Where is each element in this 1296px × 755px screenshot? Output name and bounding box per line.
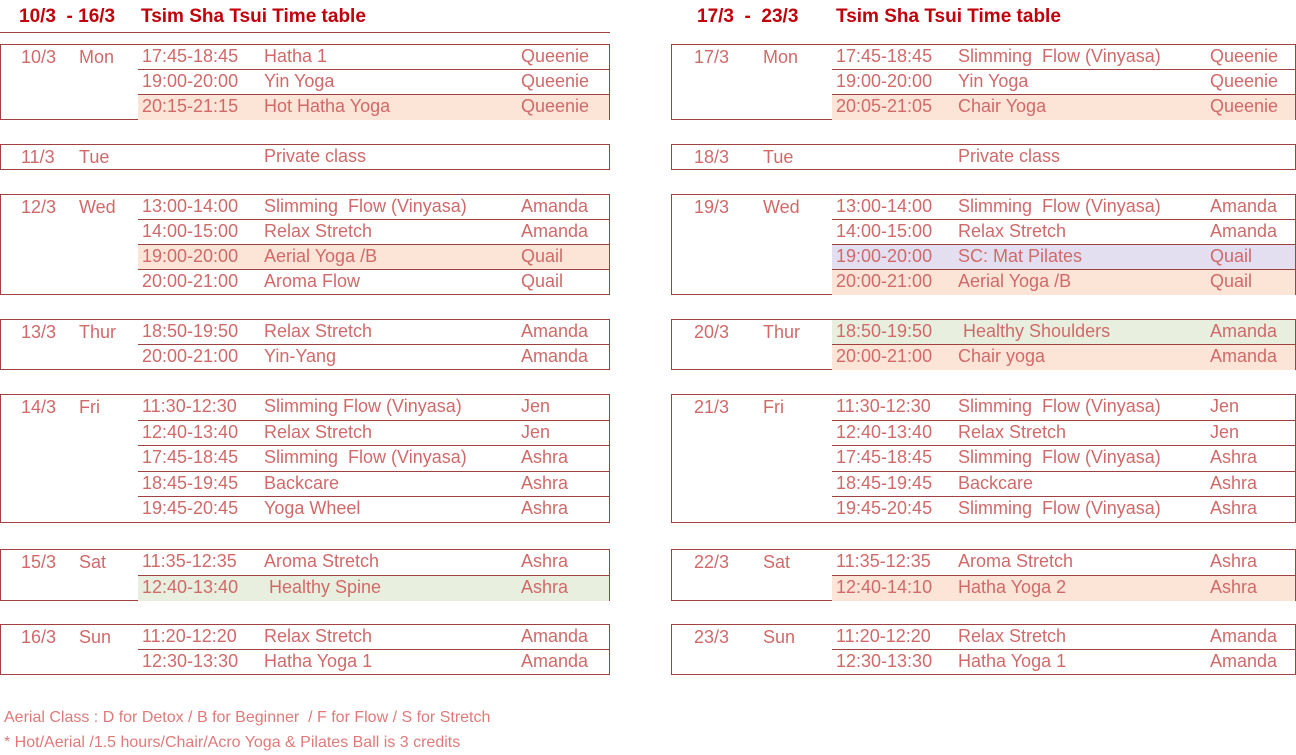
- class-time: 11:20-12:20: [836, 626, 931, 646]
- class-time: 17:45-18:45: [836, 447, 933, 468]
- class-row: [832, 446, 1295, 472]
- class-time: 14:00-15:00: [142, 221, 239, 241]
- class-instructor: Ashra: [1210, 447, 1258, 468]
- class-row: [138, 446, 609, 472]
- class-instructor: Queenie: [521, 46, 590, 66]
- day-date: 21/3: [694, 397, 730, 417]
- class-row: [138, 95, 609, 120]
- day-date: 23/3: [694, 627, 730, 647]
- class-time: 19:00-20:00: [836, 71, 933, 91]
- class-row: [138, 395, 609, 421]
- day-date: 19/3: [694, 197, 730, 217]
- class-time: 19:45-20:45: [836, 498, 933, 519]
- class-instructor: Amanda: [1210, 321, 1278, 341]
- class-name: Slimming Flow (Vinyasa): [958, 46, 1161, 66]
- class-instructor: Ashra: [1210, 472, 1258, 493]
- day-date: 18/3: [694, 147, 730, 167]
- class-instructor: Queenie: [1210, 96, 1279, 116]
- class-row: [832, 95, 1295, 120]
- class-instructor: Amanda: [521, 221, 589, 241]
- class-time: 20:05-21:05: [836, 96, 933, 116]
- class-time: 12:40-13:40: [836, 421, 933, 442]
- day-block-tue: [0, 144, 610, 170]
- class-time: 12:40-14:10: [836, 576, 933, 597]
- class-instructor: Amanda: [1210, 221, 1278, 241]
- class-time: 11:35-12:35: [836, 551, 931, 571]
- class-row: [832, 45, 1295, 70]
- notes: [4, 705, 490, 755]
- class-name: Private class: [264, 146, 367, 166]
- class-instructor: Ashra: [521, 472, 569, 493]
- class-instructor: Amanda: [1210, 651, 1278, 671]
- class-name: Yin-Yang: [264, 346, 337, 366]
- class-row: [832, 550, 1295, 576]
- class-row: [832, 270, 1295, 295]
- class-name: Slimming Flow (Vinyasa): [264, 447, 467, 468]
- day-date: 22/3: [694, 552, 730, 572]
- class-name: Relax Stretch: [264, 421, 373, 442]
- class-instructor: Jen: [1210, 396, 1240, 416]
- class-time: 18:50-19:50: [836, 321, 933, 341]
- class-row: [832, 345, 1295, 370]
- class-time: 19:00-20:00: [142, 71, 239, 91]
- class-instructor: Amanda: [521, 321, 589, 341]
- class-row: [832, 70, 1295, 95]
- class-instructor: Jen: [1210, 421, 1240, 442]
- class-time: 12:30-13:30: [836, 651, 933, 671]
- day-block-wed: [0, 194, 610, 295]
- class-time: 12:30-13:30: [142, 651, 239, 671]
- day-name: Wed: [763, 197, 800, 217]
- class-name: Hatha 1: [264, 46, 328, 66]
- day-name: Sat: [79, 552, 107, 572]
- day-date: 12/3: [21, 197, 57, 217]
- class-name: Aroma Stretch: [264, 551, 380, 571]
- class-instructor: Amanda: [1210, 196, 1278, 216]
- class-row: [832, 245, 1295, 270]
- class-time: 18:50-19:50: [142, 321, 239, 341]
- week-header: [0, 0, 610, 33]
- class-row: [138, 45, 609, 70]
- class-time: 17:45-18:45: [142, 447, 239, 468]
- class-instructor: Queenie: [521, 71, 590, 91]
- class-instructor: Jen: [521, 421, 551, 442]
- class-row: [832, 576, 1295, 602]
- week-date-range: 10/3 - 16/3: [19, 6, 116, 27]
- class-name: Slimming Flow (Vinyasa): [958, 447, 1161, 468]
- class-name: Backcare: [958, 472, 1034, 493]
- class-instructor: Amanda: [521, 651, 589, 671]
- day-date: 15/3: [21, 552, 57, 572]
- class-time: 19:45-20:45: [142, 498, 239, 519]
- class-name: Aroma Stretch: [958, 551, 1074, 571]
- class-row: [832, 625, 1295, 650]
- day-block-sat: [0, 549, 610, 601]
- class-name: Relax Stretch: [958, 626, 1067, 646]
- class-row: [832, 145, 1295, 170]
- class-row: [832, 497, 1295, 523]
- class-instructor: Amanda: [521, 196, 589, 216]
- class-name: Yin Yoga: [958, 71, 1029, 91]
- class-name: Chair Yoga: [958, 96, 1047, 116]
- class-instructor: Amanda: [1210, 626, 1278, 646]
- class-instructor: Ashra: [1210, 551, 1258, 571]
- class-instructor: Queenie: [1210, 71, 1279, 91]
- day-name: Thur: [763, 322, 801, 342]
- aerial-class-note: Aerial Class : D for Detox / B for Beginner / F for Flow / S for Stretch: [4, 709, 491, 726]
- class-name: Chair yoga: [958, 346, 1046, 366]
- day-date: 20/3: [694, 322, 730, 342]
- day-name: Sun: [763, 627, 796, 647]
- class-instructor: Quail: [521, 246, 564, 266]
- class-time: 20:00-21:00: [142, 271, 239, 291]
- timetable-week-1: [0, 0, 610, 671]
- class-name: Healthy Shoulders: [958, 321, 1111, 341]
- day-date: 14/3: [21, 397, 57, 417]
- class-row: [832, 421, 1295, 447]
- day-block-wed: [671, 194, 1296, 295]
- class-row: [138, 550, 609, 576]
- day-block-sun: [671, 624, 1296, 675]
- class-row: [138, 421, 609, 447]
- class-instructor: Jen: [521, 396, 551, 416]
- class-time: 20:00-21:00: [836, 271, 933, 291]
- class-row: [832, 220, 1295, 245]
- class-instructor: Quail: [1210, 271, 1253, 291]
- class-name: Relax Stretch: [264, 221, 373, 241]
- class-name: Healthy Spine: [264, 576, 382, 597]
- class-instructor: Queenie: [1210, 46, 1279, 66]
- class-name: Hatha Yoga 2: [958, 576, 1067, 597]
- day-block-sat: [671, 549, 1296, 601]
- class-row: [138, 320, 609, 345]
- class-instructor: Amanda: [521, 626, 589, 646]
- class-row: [138, 245, 609, 270]
- class-name: Slimming Flow (Vinyasa): [264, 396, 462, 416]
- day-date: 16/3: [21, 627, 57, 647]
- day-name: Fri: [79, 397, 100, 417]
- class-time: 20:15-21:15: [142, 96, 239, 116]
- day-name: Thur: [79, 322, 117, 342]
- class-instructor: Ashra: [1210, 498, 1258, 519]
- class-time: 20:00-21:00: [836, 346, 933, 366]
- class-name: Relax Stretch: [958, 221, 1067, 241]
- class-row: [138, 145, 609, 170]
- class-time: 12:40-13:40: [142, 421, 239, 442]
- class-time: 19:00-20:00: [142, 246, 239, 266]
- day-name: Fri: [763, 397, 784, 417]
- timetable-title: Tsim Sha Tsui Time table: [836, 6, 1061, 27]
- class-name: Yin Yoga: [264, 71, 335, 91]
- credits-note: * Hot/Aerial /1.5 hours/Chair/Acro Yoga & Pilates Ball is 3 credits: [4, 734, 461, 751]
- class-instructor: Amanda: [1210, 346, 1278, 366]
- class-time: 11:30-12:30: [836, 396, 931, 416]
- class-name: Slimming Flow (Vinyasa): [958, 498, 1161, 519]
- day-block-mon: [0, 44, 610, 120]
- day-name: Mon: [763, 47, 799, 67]
- class-row: [138, 472, 609, 498]
- class-instructor: Quail: [1210, 246, 1253, 266]
- class-time: 17:45-18:45: [142, 46, 239, 66]
- day-block-sun: [0, 624, 610, 675]
- class-row: [138, 195, 609, 220]
- class-time: 18:45-19:45: [142, 472, 239, 493]
- class-time: 13:00-14:00: [836, 196, 933, 216]
- day-name: Tue: [763, 147, 794, 167]
- class-time: 11:35-12:35: [142, 551, 237, 571]
- class-time: 18:45-19:45: [836, 472, 933, 493]
- class-row: [832, 650, 1295, 675]
- class-instructor: Ashra: [521, 498, 569, 519]
- day-name: Sat: [763, 552, 791, 572]
- class-row: [138, 497, 609, 523]
- class-row: [138, 650, 609, 675]
- class-name: Yoga Wheel: [264, 498, 361, 519]
- class-row: [138, 576, 609, 602]
- class-name: Hatha Yoga 1: [264, 651, 373, 671]
- class-instructor: Queenie: [521, 96, 590, 116]
- day-block-tue: [671, 144, 1296, 170]
- day-block-thur: [671, 319, 1296, 370]
- class-instructor: Ashra: [1210, 576, 1258, 597]
- class-time: 19:00-20:00: [836, 246, 933, 266]
- day-date: 17/3: [694, 47, 730, 67]
- day-date: 10/3: [21, 47, 57, 67]
- class-row: [138, 270, 609, 295]
- day-name: Wed: [79, 197, 116, 217]
- class-row: [832, 195, 1295, 220]
- class-row: [138, 220, 609, 245]
- class-name: Aerial Yoga /B: [958, 271, 1072, 291]
- class-name: Aerial Yoga /B: [264, 246, 378, 266]
- class-time: 17:45-18:45: [836, 46, 933, 66]
- class-time: 12:40-13:40: [142, 576, 239, 597]
- timetable-title: Tsim Sha Tsui Time table: [141, 6, 366, 27]
- day-block-mon: [671, 44, 1296, 120]
- class-row: [138, 625, 609, 650]
- class-row: [832, 320, 1295, 345]
- class-instructor: Ashra: [521, 551, 569, 571]
- class-name: Slimming Flow (Vinyasa): [264, 196, 467, 216]
- day-date: 13/3: [21, 322, 57, 342]
- class-name: Slimming Flow (Vinyasa): [958, 196, 1161, 216]
- class-time: 14:00-15:00: [836, 221, 933, 241]
- class-name: Relax Stretch: [264, 626, 373, 646]
- class-time: 20:00-21:00: [142, 346, 239, 366]
- class-instructor: Ashra: [521, 447, 569, 468]
- class-name: Private class: [958, 146, 1061, 166]
- class-time: 11:20-12:20: [142, 626, 237, 646]
- class-name: Hatha Yoga 1: [958, 651, 1067, 671]
- class-time: 13:00-14:00: [142, 196, 239, 216]
- class-name: SC: Mat Pilates: [958, 246, 1083, 266]
- timetable-week-2: [671, 0, 1296, 671]
- day-block-fri: [0, 394, 610, 523]
- class-name: Hot Hatha Yoga: [264, 96, 391, 116]
- week-header: [671, 0, 1296, 32]
- class-name: Relax Stretch: [958, 421, 1067, 442]
- class-row: [832, 472, 1295, 498]
- class-row: [138, 70, 609, 95]
- class-name: Relax Stretch: [264, 321, 373, 341]
- day-name: Tue: [79, 147, 110, 167]
- day-block-fri: [671, 394, 1296, 523]
- class-instructor: Ashra: [521, 576, 569, 597]
- week-date-range: 17/3 - 23/3: [697, 6, 799, 27]
- day-name: Sun: [79, 627, 112, 647]
- day-block-thur: [0, 319, 610, 370]
- class-instructor: Quail: [521, 271, 564, 291]
- class-row: [832, 395, 1295, 421]
- class-name: Aroma Flow: [264, 271, 361, 291]
- day-date: 11/3: [21, 147, 55, 167]
- class-name: Slimming Flow (Vinyasa): [958, 396, 1161, 416]
- class-row: [138, 345, 609, 370]
- class-time: 11:30-12:30: [142, 396, 237, 416]
- class-name: Backcare: [264, 472, 340, 493]
- day-name: Mon: [79, 47, 115, 67]
- class-instructor: Amanda: [521, 346, 589, 366]
